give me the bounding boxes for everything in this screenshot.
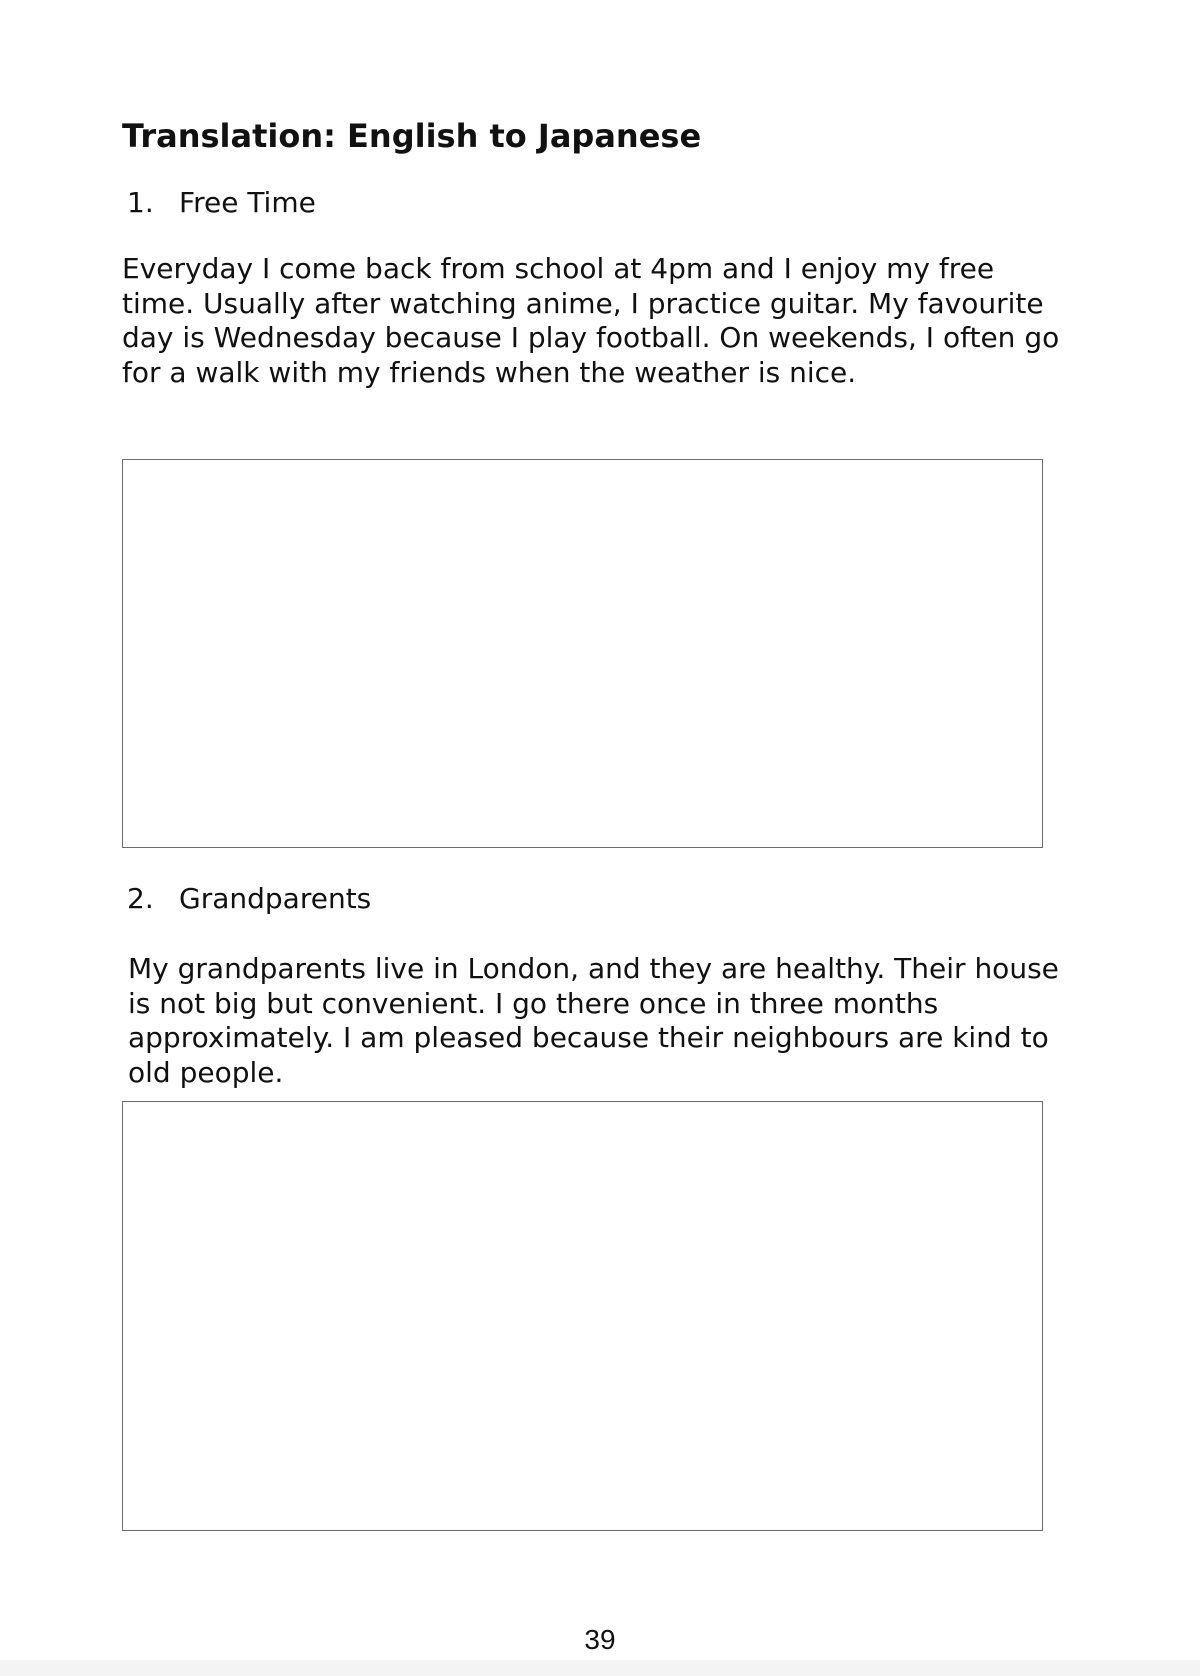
item-number: 1.	[127, 186, 154, 219]
passage-grandparents: My grandparents live in London, and they are healthy. Their house is not big but convenient. I go there once in three months approximately. I am pleased because their neighbours are kind to old people.	[128, 952, 1059, 1089]
answer-box-grandparents[interactable]	[122, 1101, 1043, 1531]
answer-box-free-time[interactable]	[122, 459, 1043, 848]
item-heading-label: Free Time	[179, 186, 316, 219]
item-heading-free-time	[127, 186, 316, 220]
passage-free-time: Everyday I come back from school at 4pm and I enjoy my free time. Usually after watching anime, I practice guitar. My favourite day is Wednesday because I play football. On weekends, I often go for a walk with my friends when the weather is nice.	[122, 252, 1060, 389]
item-heading-label: Grandparents	[179, 882, 372, 915]
item-number: 2.	[127, 882, 154, 915]
worksheet-title: Translation: English to Japanese	[122, 117, 702, 155]
page-number: 39	[584, 1624, 616, 1655]
page-bottom-edge	[0, 1660, 1200, 1676]
item-heading-grandparents	[127, 882, 371, 916]
